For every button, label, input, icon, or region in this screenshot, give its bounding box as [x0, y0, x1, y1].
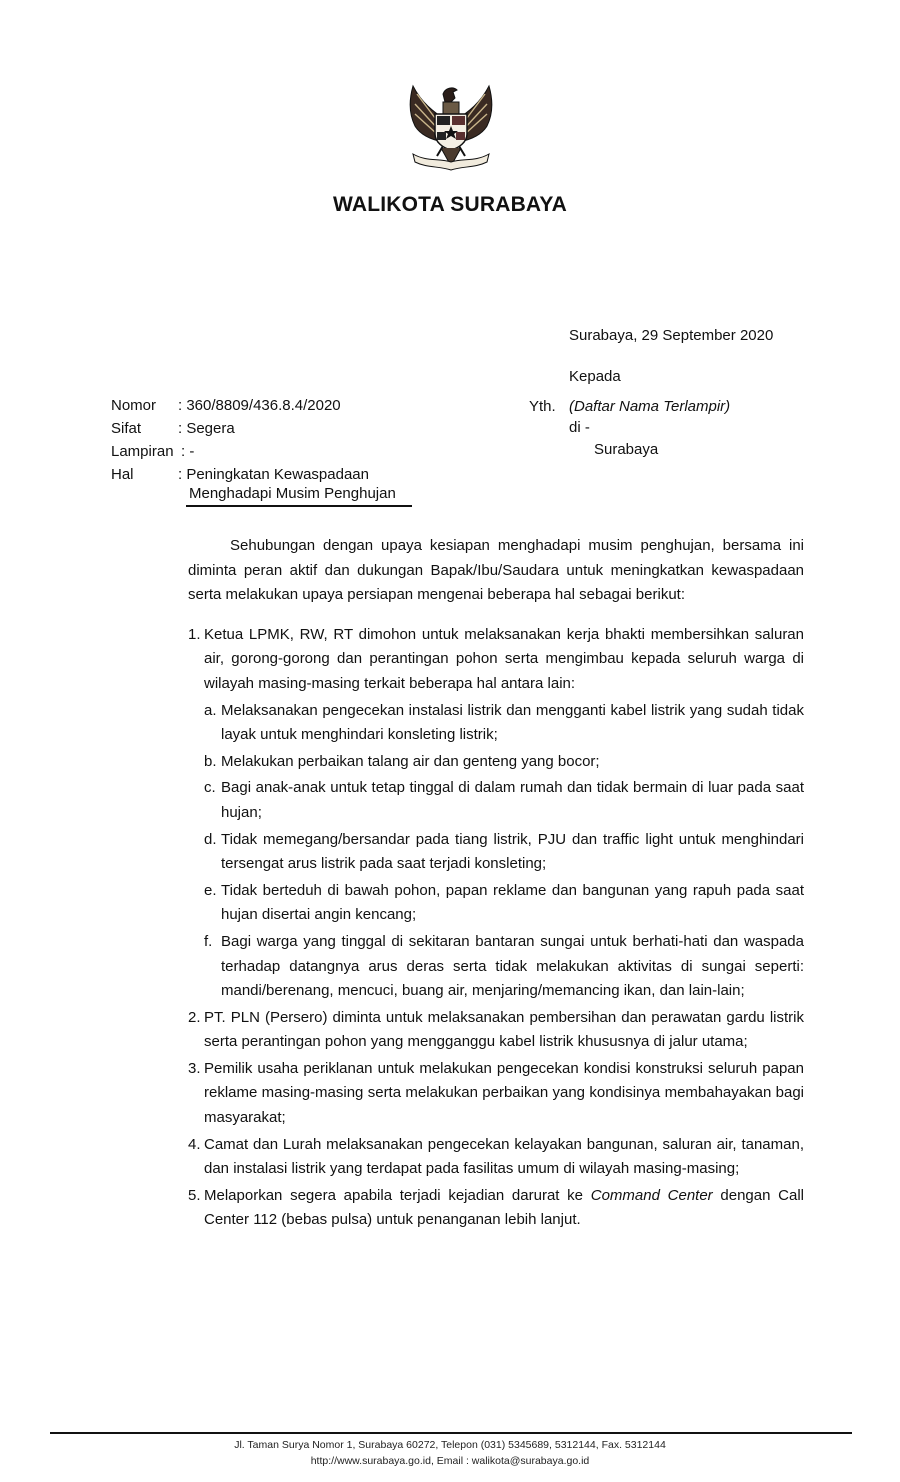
- list-item-text: [204, 1184, 804, 1233]
- sublist-item-f: [204, 930, 804, 1004]
- list-number: 4.: [188, 1135, 201, 1153]
- nomor-label: Nomor: [111, 397, 157, 414]
- list-item-5: [188, 1184, 804, 1233]
- garuda-emblem-icon: [403, 82, 499, 174]
- letter-body: [188, 534, 804, 1233]
- sublist-letter: b.: [204, 752, 217, 770]
- hal-value-line2: Menghadapi Musim Penghujan: [189, 485, 396, 502]
- lampiran-label: Lampiran: [111, 443, 174, 460]
- list-number: 5.: [188, 1186, 201, 1204]
- list-item-text: PT. PLN (Persero) diminta untuk melaksanakan pembersihan dan perawatan gardu listrik serta perantingan pohon yang mengganggu kabel listrik khususnya di jalur utama;: [204, 1008, 804, 1051]
- sublist-text: Bagi anak-anak untuk tetap tinggal di dalam rumah dan tidak bermain di luar pada saat hujan;: [221, 779, 804, 821]
- letterhead-title: WALIKOTA SURABAYA: [332, 193, 568, 216]
- sublist-letter: d.: [204, 830, 217, 848]
- nomor-value: : 360/8809/436.8.4/2020: [178, 397, 341, 414]
- list-item-3: [188, 1057, 804, 1131]
- sublist-text: Tidak memegang/bersandar pada tiang listrik, PJU dan traffic light untuk menghindari tersengat arus listrik pada saat terjadi konsleting;: [221, 830, 804, 873]
- sublist-letter: f.: [204, 932, 213, 950]
- sublist-text: Bagi warga yang tinggal di sekitaran bantaran sungai untuk berhati-hati dan waspada terhadap datangnya arus deras serta tidak melakukan aktivitas di sungai seperti: mandi/berenang, mencuci, buang air, menjaring/memancing ikan, dan lain-lain;: [221, 932, 804, 1000]
- list-item-1: [188, 623, 804, 1004]
- hal-label: Hal: [111, 466, 134, 483]
- sifat-label: Sifat: [111, 420, 142, 437]
- list-item-4: [188, 1133, 804, 1182]
- footer-address: Jl. Taman Surya Nomor 1, Surabaya 60272, Telepon (031) 5345689, 5312144, Fax. 5312144: [234, 1439, 666, 1451]
- list-number: 2.: [188, 1008, 201, 1026]
- sublist: [204, 699, 804, 1004]
- lampiran-value: : -: [181, 443, 195, 460]
- recipient-di: di -: [569, 419, 590, 436]
- sublist-letter: e.: [204, 881, 217, 899]
- footer-divider: [50, 1432, 852, 1434]
- recipient-kepada: Kepada: [569, 368, 621, 385]
- sublist-item-e: [204, 879, 804, 928]
- sublist-item-b: [204, 750, 804, 775]
- text-segment: Melaporkan segera apabila terjadi kejadian darurat ke: [204, 1186, 591, 1204]
- subject-underline: [186, 505, 412, 507]
- sublist-letter: c.: [204, 779, 216, 797]
- sublist-text: Tidak berteduh di bawah pohon, papan reklame dan bangunan yang rapuh pada saat hujan disertai angin kencang;: [221, 881, 804, 924]
- sifat-value: : Segera: [178, 420, 235, 437]
- list-item-text: Pemilik usaha periklanan untuk melakukan pengecekan kondisi konstruksi seluruh papan reklame masing-masing serta melakukan perbaikan yang kondisinya membahayakan bagi masyarakat;: [204, 1059, 804, 1127]
- list-number: 1.: [188, 625, 201, 643]
- command-center-italic: Command Center: [590, 1186, 713, 1204]
- instruction-list: [188, 623, 804, 1233]
- sublist-text: Melaksanakan pengecekan instalasi listrik dan mengganti kabel listrik yang sudah tidak layak untuk menghindari konsleting listrik;: [221, 701, 804, 744]
- sublist-letter: a.: [204, 701, 217, 719]
- recipient-city: Surabaya: [594, 441, 659, 458]
- sublist-item-a: [204, 699, 804, 748]
- recipient-yth: Yth.: [529, 398, 556, 415]
- sublist-item-d: [204, 828, 804, 877]
- sublist-text: Melakukan perbaikan talang air dan genteng yang bocor;: [221, 752, 600, 770]
- recipient-name: (Daftar Nama Terlampir): [569, 398, 731, 415]
- list-item-text: Ketua LPMK, RW, RT dimohon untuk melaksanakan kerja bhakti membersihkan saluran air, gorong-gorong dan perantingan pohon serta mengimbau kepada seluruh warga di wilayah masing-masing terkait beberapa hal antara lain:: [204, 625, 804, 692]
- text-segment: dengan Call Center 112 (bebas pulsa) untuk penanganan lebih lanjut.: [204, 1186, 804, 1229]
- intro-paragraph: Sehubungan dengan upaya kesiapan menghadapi musim penghujan, bersama ini diminta peran aktif dan dukungan Bapak/Ibu/Saudara untuk meningkatkan kewaspadaan serta melakukan upaya persiapan mengenai beberapa hal sebagai berikut:: [188, 537, 804, 604]
- list-item-2: [188, 1006, 804, 1055]
- sublist-item-c: [204, 776, 804, 825]
- hal-value-line1: : Peningkatan Kewaspadaan: [178, 466, 369, 483]
- list-item-text: Camat dan Lurah melaksanakan pengecekan kelayakan bangunan, saluran air, tanaman, dan instalasi listrik yang terdapat pada fasilitas umum di wilayah masing-masing;: [204, 1135, 804, 1178]
- list-number: 3.: [188, 1059, 201, 1077]
- footer-web-email: http://www.surabaya.go.id, Email : walikota@surabaya.go.id: [310, 1455, 590, 1467]
- letter-date: Surabaya, 29 September 2020: [569, 327, 774, 344]
